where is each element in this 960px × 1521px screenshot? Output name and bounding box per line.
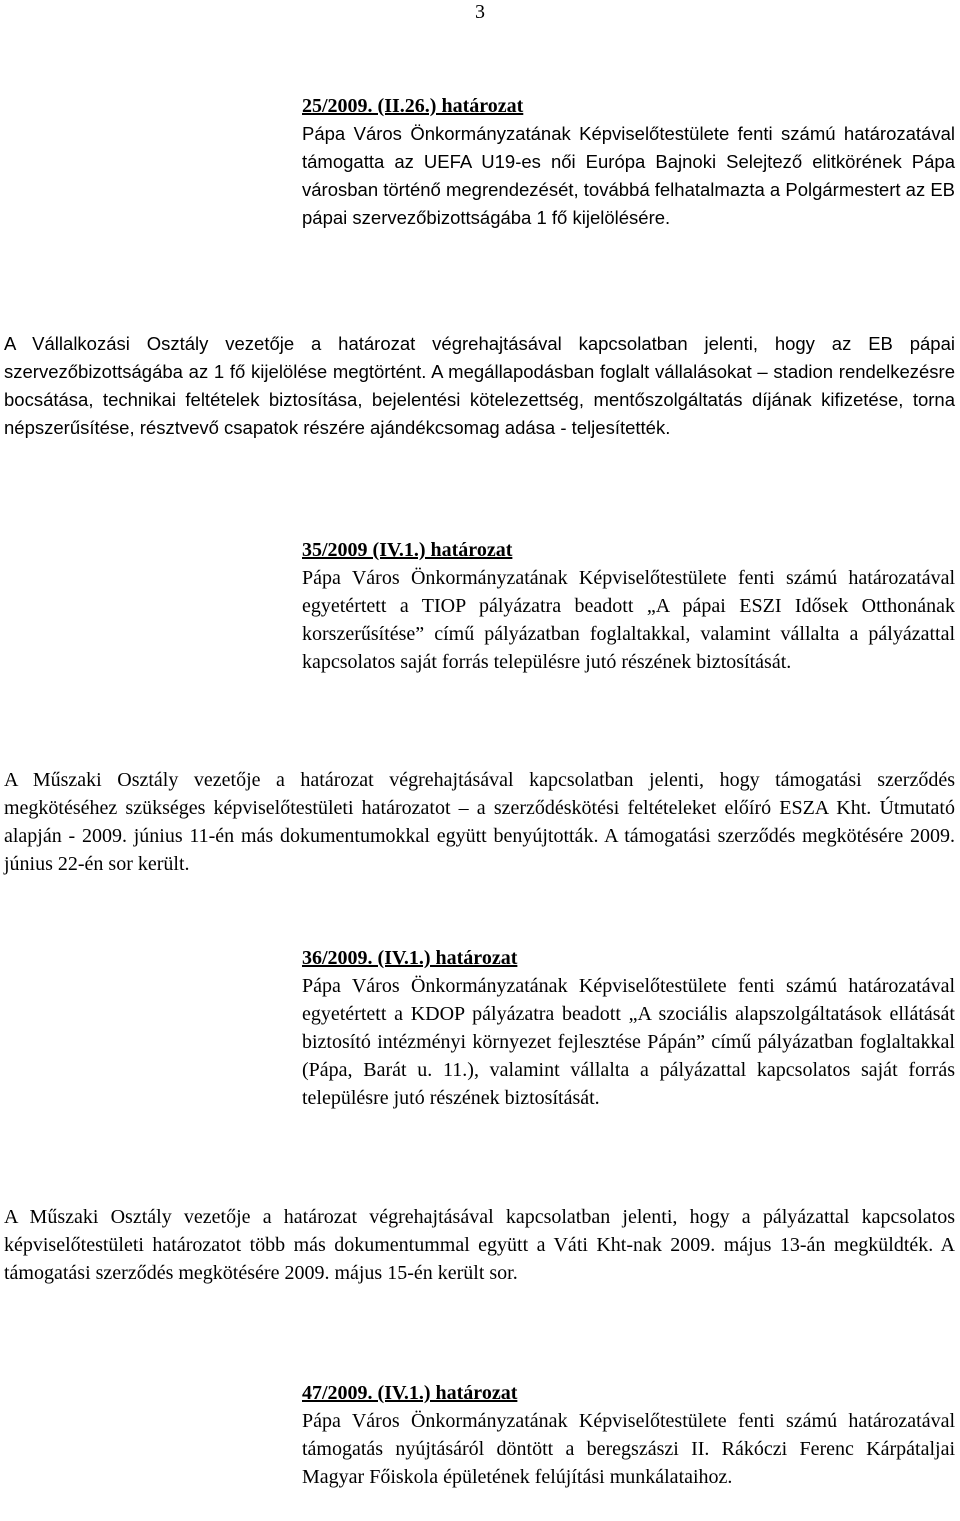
report-text: A Műszaki Osztály vezetője a határozat végrehajtásával kapcsolatban jelenti, hogy támogatási szerződés megkötéséhez szükséges képviselőtestületi határozatot – a szerződéskötési feltételeket előíró ESZA Kht. Útmutató alapján - 2009. június 11-én más dokumentumokkal együtt benyújtották. A támogatási szerződés megkötésére 2009. június 22-én sor került. <box>4 769 955 875</box>
resolution-title: 25/2009. (II.26.) határozat <box>302 95 524 117</box>
resolution-text: Pápa Város Önkormányzatának Képviselőtestülete fenti számú határozatával egyetértett a KDOP pályázatra beadott „A szociális alapszolgáltatások ellátását biztosító intézményi környezet fejlesztése Pápán” című pályázatban foglaltakkal (Pápa, Barát u. 11.), valamint vállalta a pályázattal kapcsolatos saját forrás településre jutó részének biztosítását. <box>302 975 955 1109</box>
report-block <box>4 330 955 442</box>
resolution-text: Pápa Város Önkormányzatának Képviselőtestülete fenti számú határozatával támogatás nyújtásáról döntött a beregszászi II. Rákóczi Ferenc Kárpátaljai Magyar Főiskola épületének felújítási munkálataihoz. <box>302 1410 955 1488</box>
resolution-block <box>302 1379 955 1491</box>
page-number: 3 <box>475 1 485 23</box>
resolution-text: Pápa Város Önkormányzatának Képviselőtestülete fenti számú határozatával egyetértett a TIOP pályázatra beadott „A pápai ESZI Idősek Otthonának korszerűsítése” című pályázatban foglaltakkal, valamint vállalta a pályázattal kapcsolatos saját forrás településre jutó részének biztosítását. <box>302 567 955 673</box>
resolution-title: 35/2009 (IV.1.) határozat <box>302 539 513 561</box>
resolution-title: 47/2009. (IV.1.) határozat <box>302 1382 518 1404</box>
report-block <box>4 1203 955 1287</box>
report-text: A Vállalkozási Osztály vezetője a határozat végrehajtásával kapcsolatban jelenti, hogy az EB pápai szervezőbizottságába az 1 fő kijelölése megtörtént. A megállapodásban foglalt vállalásokat – stadion rendelkezésre bocsátása, technikai feltételek biztosítása, bejelentési kötelezettség, mentőszolgáltatás díjának kifizetése, torna népszerűsítése, résztvevő csapatok részére ajándékcsomag adása - teljesítették. <box>4 333 955 438</box>
resolution-title: 36/2009. (IV.1.) határozat <box>302 947 518 969</box>
resolution-block <box>302 92 955 232</box>
report-text: A Műszaki Osztály vezetője a határozat végrehajtásával kapcsolatban jelenti, hogy a pályázattal kapcsolatos képviselőtestületi határozatot több más dokumentummal együtt a Váti Kht-nak 2009. május 13-án megküldték. A támogatási szerződés megkötésére 2009. május 15-én került sor. <box>4 1206 955 1284</box>
resolution-text: Pápa Város Önkormányzatának Képviselőtestülete fenti számú határozatával támogatta az UEFA U19-es női Európa Bajnoki Selejtező elitkörének Pápa városban történő megrendezését, továbbá felhatalmazta a Polgármestert az EB pápai szervezőbizottságába 1 fő kijelölésére. <box>302 123 956 228</box>
resolution-block <box>302 536 955 676</box>
report-block <box>4 766 955 878</box>
resolution-block <box>302 944 955 1112</box>
